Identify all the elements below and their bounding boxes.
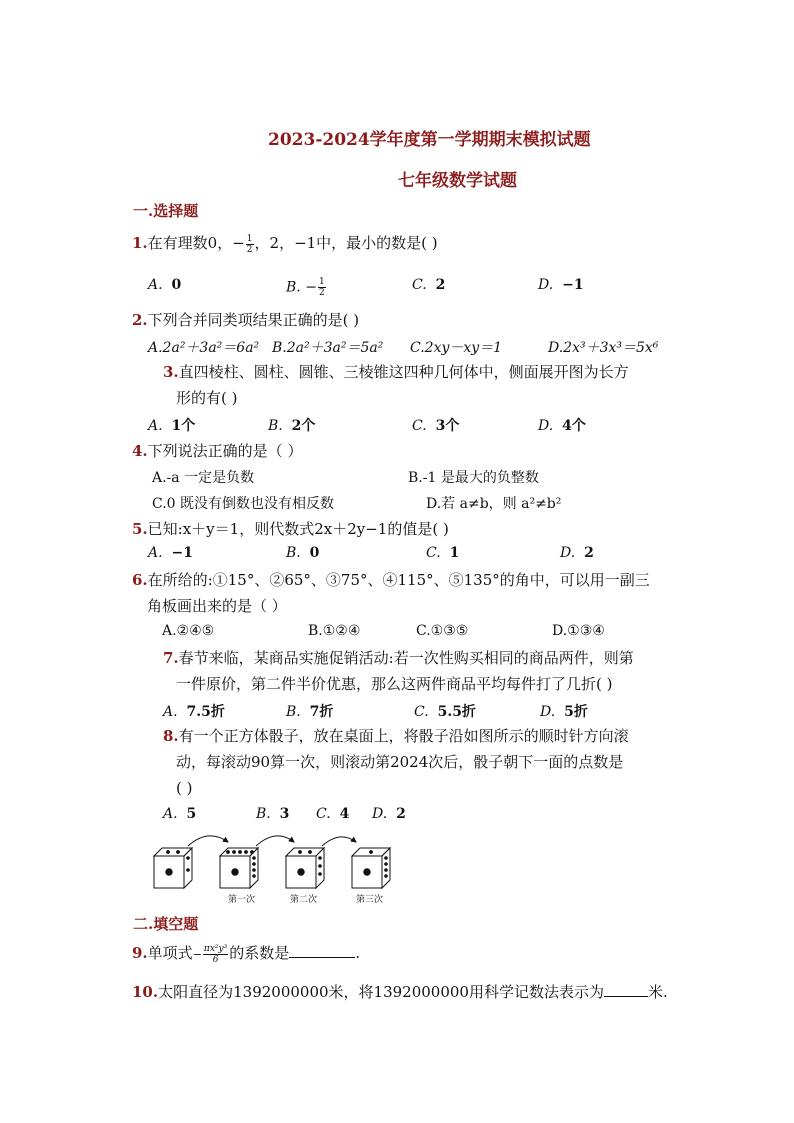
- option-d: D.2x³＋3x³＝5x⁶: [548, 340, 659, 356]
- question-text: ，2，−1中，最小的数是( ): [254, 234, 438, 252]
- question-text: 单项式: [147, 944, 193, 962]
- die-4: [352, 848, 390, 888]
- answer-blank[interactable]: [604, 996, 648, 997]
- option-d: D. 2: [560, 545, 594, 561]
- question-number: 7.: [163, 649, 179, 667]
- question-text: 的系数是: [229, 944, 290, 962]
- question-text: 有一个正方体骰子，放在桌面上，将骰子沿如图所示的顺时针方向滚: [178, 727, 629, 745]
- option-d: D. 4个: [538, 418, 586, 434]
- die-1: [154, 848, 192, 888]
- question-5: [132, 519, 449, 539]
- option-b: B. 0: [286, 545, 320, 561]
- die-3: [286, 848, 324, 888]
- minus-sign: −: [192, 948, 202, 961]
- fig-label-2: 第二次: [290, 895, 318, 905]
- fraction: $\frac{1}{2}$: [246, 233, 253, 255]
- option-a: A. −1: [148, 545, 193, 561]
- minus-sign: −: [232, 234, 245, 252]
- question-text: 直四棱柱、圆柱、圆锥、三棱锥这四种几何体中，侧面展开图为长方: [178, 363, 629, 381]
- question-number: 2.: [132, 311, 148, 329]
- option-a: A. 1个: [148, 418, 196, 434]
- option-c: C.①③⑤: [416, 623, 469, 639]
- roll-arrow: [188, 836, 228, 846]
- question-8: [163, 726, 629, 746]
- option-a: A. 5: [163, 806, 197, 822]
- question-3-line2: 形的有( ): [176, 389, 238, 407]
- question-8-line3: ( ): [176, 779, 193, 797]
- page-title: 2023-2024学年度第一学期期末模拟试题: [268, 130, 591, 150]
- question-number: 6.: [132, 571, 148, 589]
- question-number: 8.: [163, 727, 179, 745]
- option-c: C. 3个: [412, 418, 460, 434]
- option-b: B.①②④: [308, 623, 361, 639]
- section-title-choice: 一.选择题: [133, 202, 199, 220]
- fig-label-1: 第一次: [228, 895, 256, 905]
- page-subtitle: 七年级数学试题: [398, 171, 517, 191]
- option-b: B. 7折: [286, 704, 334, 720]
- question-2: [132, 310, 359, 330]
- question-text: 下列合并同类项结果正确的是( ): [147, 311, 360, 329]
- option-c: C. 5.5折: [414, 704, 476, 720]
- option-b: B.2a²＋3a²＝5a²: [272, 340, 384, 356]
- option-a: A. 7.5折: [163, 704, 225, 720]
- question-4: [132, 441, 302, 461]
- option-a: A.2a²＋3a²＝6a²: [148, 340, 260, 356]
- option-a: A.-a 一定是负数: [152, 470, 255, 486]
- question-6-line2: 角板画出来的是（ ）: [147, 597, 287, 615]
- option-c: C. 4: [316, 806, 350, 822]
- option-b: B. − $\frac{1}{2}$: [286, 277, 325, 298]
- question-7-line2: 一件原价，第二件半价优惠，那么这两件商品平均每件打了几折( ): [176, 675, 613, 693]
- question-9: 9.单项式− $\frac{\text{πx²y³}}{6}$ 的系数是 .: [132, 943, 360, 965]
- option-d: D.若 a≠b，则 a²≠b²: [426, 496, 562, 512]
- option-c: C. 2: [412, 277, 446, 293]
- question-number: 10.: [132, 983, 159, 1001]
- question-text: 在有理数0，: [147, 234, 233, 252]
- option-d: D. 2: [372, 806, 406, 822]
- fraction: $\frac{\text{πx²y³}}{6}$: [203, 943, 228, 965]
- option-d: D.①③④: [552, 623, 605, 639]
- question-number: 1.: [132, 234, 148, 252]
- option-b: B. 3: [256, 806, 290, 822]
- question-7: [163, 648, 634, 668]
- question-3: [163, 362, 629, 382]
- question-number: 9.: [132, 944, 148, 962]
- question-text: 太阳直径为1392000000米，将1392000000用科学记数法表示为: [158, 983, 604, 1001]
- question-6: [132, 570, 650, 590]
- option-d: D. −1: [538, 277, 584, 293]
- roll-arrow: [256, 836, 294, 846]
- answer-blank[interactable]: [289, 957, 355, 958]
- section-title-fill: 二.填空题: [133, 915, 199, 933]
- option-c: C.2xy－xy＝1: [410, 340, 503, 356]
- question-number: 4.: [132, 442, 148, 460]
- option-b: B.-1 是最大的负整数: [408, 470, 539, 486]
- die-2: [220, 848, 258, 888]
- option-b: B. 2个: [268, 418, 316, 434]
- question-text: 春节来临，某商品实施促销活动:若一次性购买相同的商品两件，则第: [178, 649, 634, 667]
- option-c: C. 1: [426, 545, 460, 561]
- question-8-line2: 动，每滚动90算一次，则滚动第2024次后，骰子朝下一面的点数是: [176, 753, 624, 771]
- question-text: 已知:x＋y＝1，则代数式2x＋2y−1的值是( ): [147, 520, 449, 538]
- option-a: A.②④⑤: [162, 623, 215, 639]
- option-a: A. 0: [148, 277, 182, 293]
- fig-label-3: 第三次: [356, 895, 384, 905]
- question-text: 下列说法正确的是（ ）: [147, 442, 303, 460]
- question-text: 在所给的:①15°、②65°、③75°、④115°、⑤135°的角中，可以用一副三: [147, 571, 650, 589]
- option-c: C.0 既没有倒数也没有相反数: [152, 496, 335, 512]
- question-number: 3.: [163, 363, 179, 381]
- fraction: $\frac{1}{2}$: [318, 277, 325, 298]
- question-10: 10.太阳直径为1392000000米，将1392000000用科学记数法表示为 米.: [132, 983, 668, 1001]
- question-number: 5.: [132, 520, 148, 538]
- roll-arrow: [322, 837, 356, 846]
- option-d: D. 5折: [540, 704, 588, 720]
- question-1: [132, 233, 438, 255]
